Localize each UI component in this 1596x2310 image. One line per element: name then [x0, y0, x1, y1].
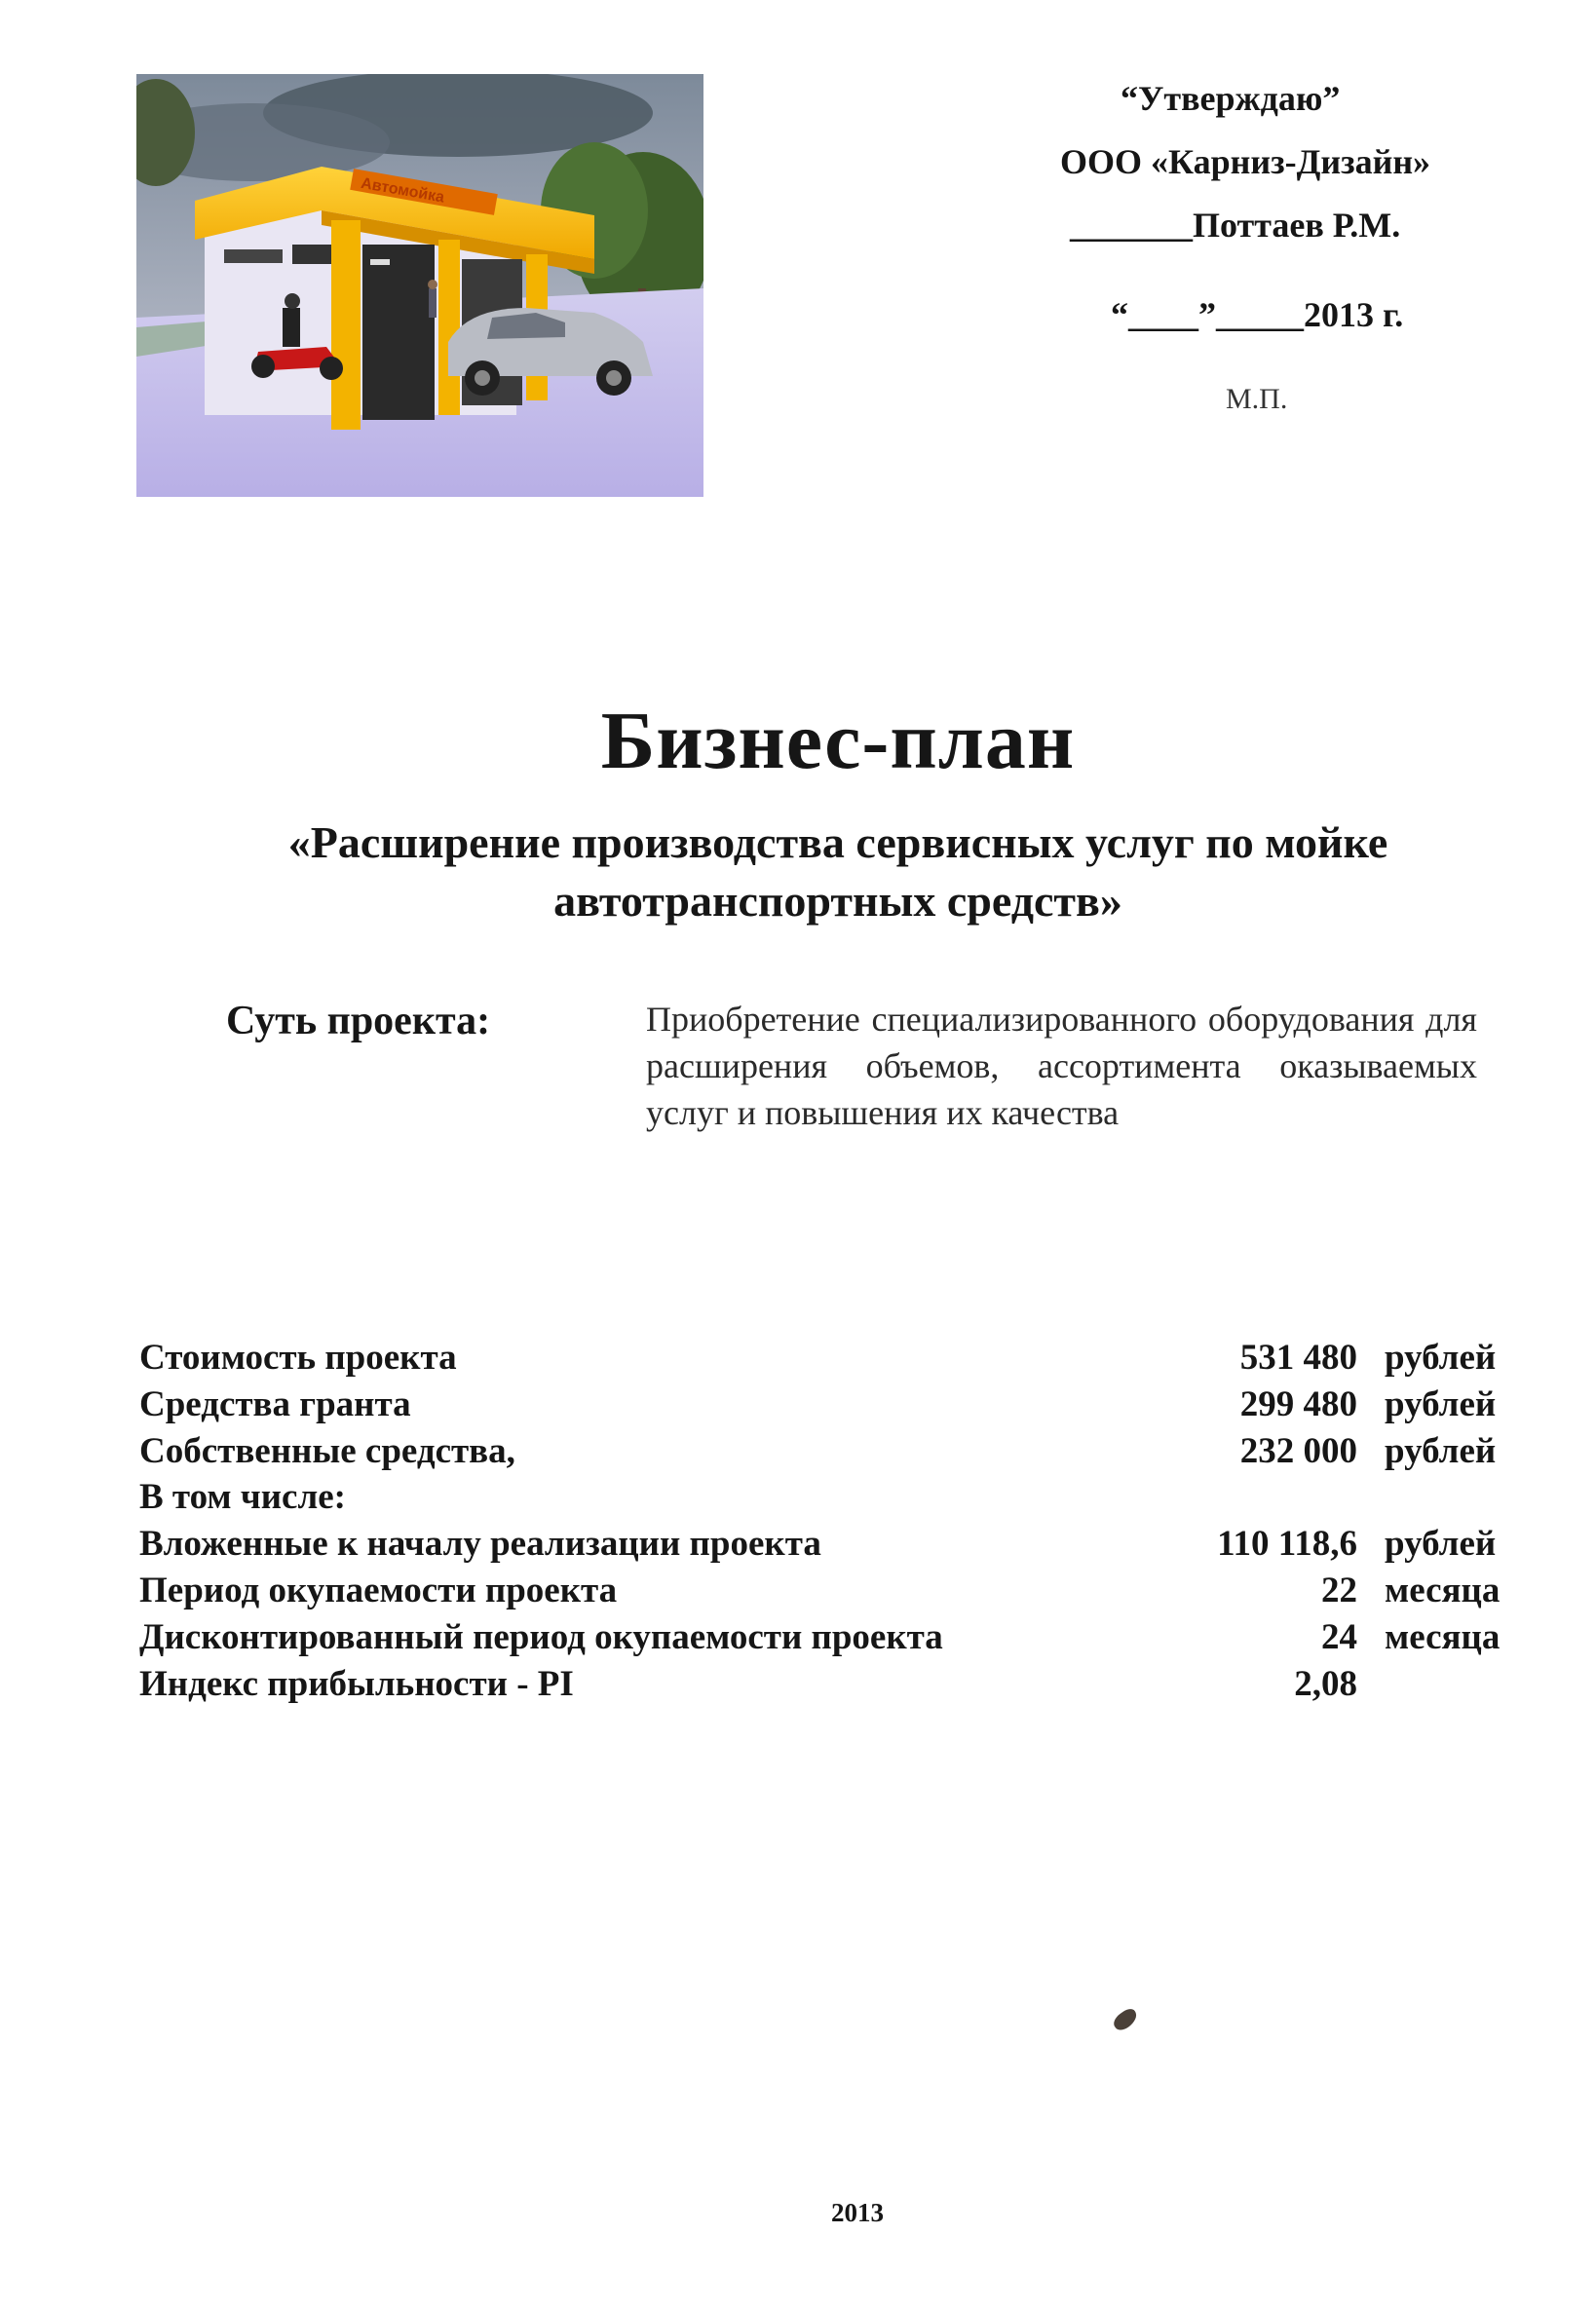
indicator-value: 232 000 [1239, 1430, 1357, 1471]
approval-company: ООО «Карниз-Дизайн» [1060, 142, 1431, 181]
indicator-row [139, 1521, 1523, 1568]
indicator-label: Вложенные к началу реализации проекта [139, 1524, 821, 1565]
indicator-value: 299 480 [1239, 1383, 1357, 1424]
indicator-unit: рублей [1385, 1338, 1497, 1378]
indicator-label: Средства гранта [139, 1383, 411, 1424]
document-subtitle: «Расширение производства сервисных услуг по мойке автотранспортных средств» [287, 817, 1388, 926]
car-wash-sign-text: Автомойка [360, 174, 446, 207]
indicator-unit: месяца [1385, 1570, 1501, 1610]
document-title: Бизнес-план [600, 696, 1076, 786]
car-wash-station-illustration-icon [136, 74, 703, 497]
indicator-unit: рублей [1385, 1430, 1497, 1471]
indicator-label: В том числе: [139, 1477, 346, 1518]
approval-title: “Утверждаю” [1121, 79, 1341, 118]
indicator-label: Собственные средства, [139, 1430, 515, 1471]
indicator-row [139, 1568, 1523, 1614]
scan-speck [1111, 2006, 1140, 2033]
approval-signer: _______Поттаев Р.М. [1070, 206, 1401, 245]
indicator-value: 531 480 [1239, 1338, 1357, 1378]
indicator-label: Период окупаемости проекта [139, 1570, 618, 1610]
indicator-unit: месяца [1385, 1616, 1501, 1657]
indicator-row [139, 1428, 1523, 1475]
car-wash-illustration [136, 74, 703, 497]
indicator-value: 2,08 [1294, 1663, 1357, 1704]
indicator-label: Индекс прибыльности - PI [139, 1663, 574, 1704]
indicator-row [139, 1474, 1523, 1521]
indicator-value: 24 [1321, 1616, 1357, 1657]
indicator-row [139, 1335, 1523, 1382]
indicator-row [139, 1614, 1523, 1661]
essence-text: Приобретение специализированного оборудования для расширения объемов, ассортимента оказываемых услуг и повышения их качества [646, 1000, 1477, 1132]
indicator-value: 22 [1321, 1570, 1357, 1610]
indicator-label: Дисконтированный период окупаемости проекта [139, 1616, 943, 1657]
indicator-row [139, 1661, 1523, 1708]
essence-label: Суть проекта: [226, 999, 491, 1043]
indicator-value: 110 118,6 [1217, 1524, 1357, 1565]
approval-date: “____”_____2013 г. [1111, 295, 1404, 334]
indicators-table [139, 1335, 1523, 1707]
indicator-unit: рублей [1385, 1524, 1497, 1565]
indicator-label: Стоимость проекта [139, 1338, 457, 1378]
footer-year: 2013 [831, 2198, 884, 2227]
approval-stamp-label: М.П. [1226, 383, 1288, 415]
indicator-row [139, 1382, 1523, 1428]
indicator-unit: рублей [1385, 1383, 1497, 1424]
